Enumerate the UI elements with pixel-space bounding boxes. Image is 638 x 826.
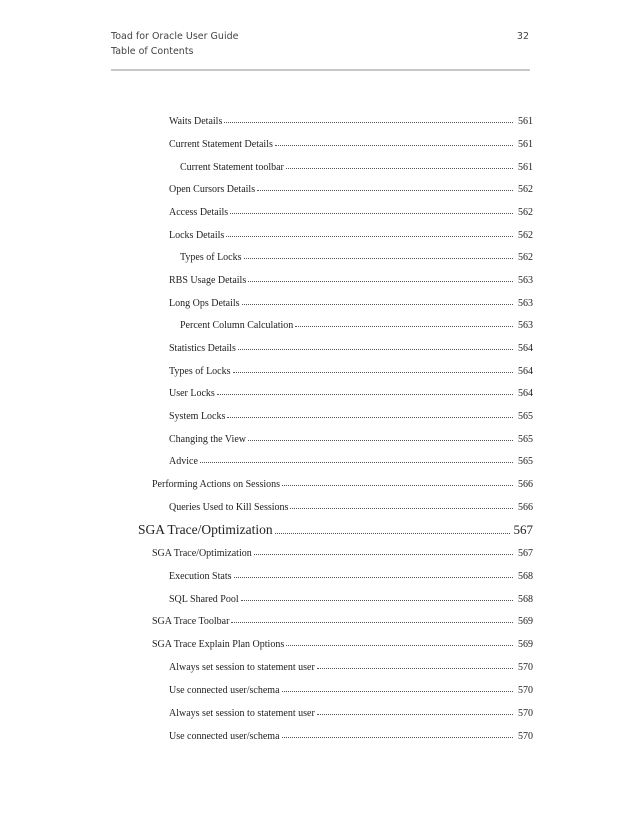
toc-entry-label: Use connected user/schema — [169, 731, 280, 742]
toc-entry-page: 569 — [518, 616, 533, 627]
toc-entry-label: Types of Locks — [180, 252, 242, 263]
toc-entry[interactable] — [180, 162, 533, 173]
toc-entry-label: SGA Trace Explain Plan Options — [152, 639, 285, 650]
toc-entry-page: 565 — [518, 456, 533, 467]
dot-leader — [242, 303, 513, 305]
toc-entry[interactable] — [169, 207, 533, 218]
toc-entry-label: Queries Used to Kill Sessions — [169, 502, 289, 513]
toc-entry-label: User Locks — [169, 388, 215, 399]
dot-leader — [231, 621, 513, 623]
toc-entry[interactable] — [169, 456, 533, 467]
toc-entry[interactable] — [152, 548, 533, 559]
dot-leader — [224, 121, 513, 123]
toc-entry-label: SGA Trace Toolbar — [152, 616, 230, 627]
toc-entry-page: 562 — [518, 207, 533, 218]
toc-entry-page: 566 — [518, 479, 533, 490]
dot-leader — [230, 212, 513, 214]
toc-entry-label: Waits Details — [169, 116, 223, 127]
toc-entry-page: 570 — [518, 662, 533, 673]
toc-entry[interactable] — [169, 298, 533, 309]
dot-leader — [241, 599, 513, 601]
toc-entry[interactable] — [169, 366, 533, 377]
dot-leader — [244, 257, 513, 259]
toc-entry[interactable] — [169, 685, 533, 696]
dot-leader — [234, 576, 514, 578]
dot-leader — [282, 690, 513, 692]
toc-entry[interactable] — [169, 662, 533, 673]
dot-leader — [226, 235, 513, 237]
toc-entry[interactable] — [152, 639, 533, 650]
toc-entry[interactable] — [169, 184, 533, 195]
toc-entry-page: 562 — [518, 230, 533, 241]
toc-entry-page: 564 — [518, 343, 533, 354]
toc-entry[interactable] — [152, 479, 533, 490]
toc-entry-label: Always set session to statement user — [169, 708, 315, 719]
toc-entry-label: Performing Actions on Sessions — [152, 479, 281, 490]
toc-entry-page: 565 — [518, 434, 533, 445]
section-title: Table of Contents — [111, 46, 194, 57]
toc-entry[interactable] — [169, 502, 533, 513]
toc-entry-page: 563 — [518, 320, 533, 331]
toc-entry-page: 564 — [518, 388, 533, 399]
toc-entry[interactable] — [169, 411, 533, 422]
toc-entry-page: 570 — [518, 708, 533, 719]
toc-entry-label: Percent Column Calculation — [180, 320, 294, 331]
toc-entry[interactable] — [180, 320, 533, 331]
dot-leader — [233, 371, 513, 373]
toc-entry-page: 566 — [518, 502, 533, 513]
toc-entry-label: RBS Usage Details — [169, 275, 247, 286]
dot-leader — [248, 439, 513, 441]
toc-entry[interactable] — [169, 434, 533, 445]
dot-leader — [248, 280, 513, 282]
toc-entry-page: 565 — [518, 411, 533, 422]
toc-entry[interactable] — [152, 616, 533, 627]
toc-entry-label: SGA Trace/Optimization — [138, 522, 273, 537]
toc-entry-label: Access Details — [169, 207, 229, 218]
dot-leader — [290, 507, 513, 509]
dot-leader — [238, 348, 513, 350]
toc-entry[interactable] — [169, 594, 533, 605]
toc-entry-label: SQL Shared Pool — [169, 594, 239, 605]
toc-entry-label: Open Cursors Details — [169, 184, 256, 195]
dot-leader — [282, 736, 513, 738]
toc-entry-page: 563 — [518, 298, 533, 309]
toc-entry-label: Long Ops Details — [169, 298, 240, 309]
page-number: 32 — [516, 31, 529, 42]
toc-entry[interactable] — [138, 522, 533, 538]
dot-leader — [317, 713, 513, 715]
toc-entry[interactable] — [169, 388, 533, 399]
toc-entry[interactable] — [169, 343, 533, 354]
toc-entry[interactable] — [169, 708, 533, 719]
toc-entry[interactable] — [169, 275, 533, 286]
toc-entry-label: Always set session to statement user — [169, 662, 315, 673]
toc-entry[interactable] — [169, 230, 533, 241]
toc-entry-page: 567 — [518, 548, 533, 559]
dot-leader — [317, 667, 513, 669]
toc-entry-label: SGA Trace/Optimization — [152, 548, 252, 559]
dot-leader — [295, 325, 513, 327]
toc-entry-label: Types of Locks — [169, 366, 231, 377]
toc-entry-label: Advice — [169, 456, 198, 467]
dot-leader — [286, 644, 513, 646]
toc-entry-label: System Locks — [169, 411, 226, 422]
toc-entry[interactable] — [169, 571, 533, 582]
dot-leader — [227, 416, 513, 418]
toc-entry[interactable] — [180, 252, 533, 263]
toc-entry-page: 568 — [518, 594, 533, 605]
toc-entry-label: Current Statement toolbar — [180, 162, 284, 173]
toc-entry-page: 561 — [518, 139, 533, 150]
toc-entry-page: 562 — [518, 184, 533, 195]
toc-entry-label: Current Statement Details — [169, 139, 273, 150]
toc-entry-page: 563 — [518, 275, 533, 286]
toc-entry[interactable] — [169, 731, 533, 742]
toc-entry-page: 570 — [518, 731, 533, 742]
toc-entry-label: Execution Stats — [169, 571, 232, 582]
toc-entry[interactable] — [169, 139, 533, 150]
toc-entry-label: Changing the View — [169, 434, 246, 445]
toc-entry-label: Statistics Details — [169, 343, 236, 354]
toc-entry-page: 561 — [518, 116, 533, 127]
toc-entry-page: 568 — [518, 571, 533, 582]
document-title: Toad for Oracle User Guide — [111, 31, 239, 42]
toc-entry-page: 569 — [518, 639, 533, 650]
dot-leader — [282, 484, 513, 486]
toc-entry-page: 561 — [518, 162, 533, 173]
dot-leader — [217, 393, 513, 395]
toc-entry-label: Use connected user/schema — [169, 685, 280, 696]
toc-entry-page: 570 — [518, 685, 533, 696]
toc-entry-page: 562 — [518, 252, 533, 263]
dot-leader — [257, 189, 513, 191]
toc-entry[interactable] — [169, 116, 533, 127]
toc-entry-label: Locks Details — [169, 230, 225, 241]
toc-entry-page: 564 — [518, 366, 533, 377]
dot-leader — [286, 167, 513, 169]
dot-leader — [275, 532, 510, 534]
dot-leader — [254, 553, 513, 555]
dot-leader — [200, 461, 513, 463]
dot-leader — [275, 144, 513, 146]
toc-entry-page: 567 — [513, 522, 533, 537]
